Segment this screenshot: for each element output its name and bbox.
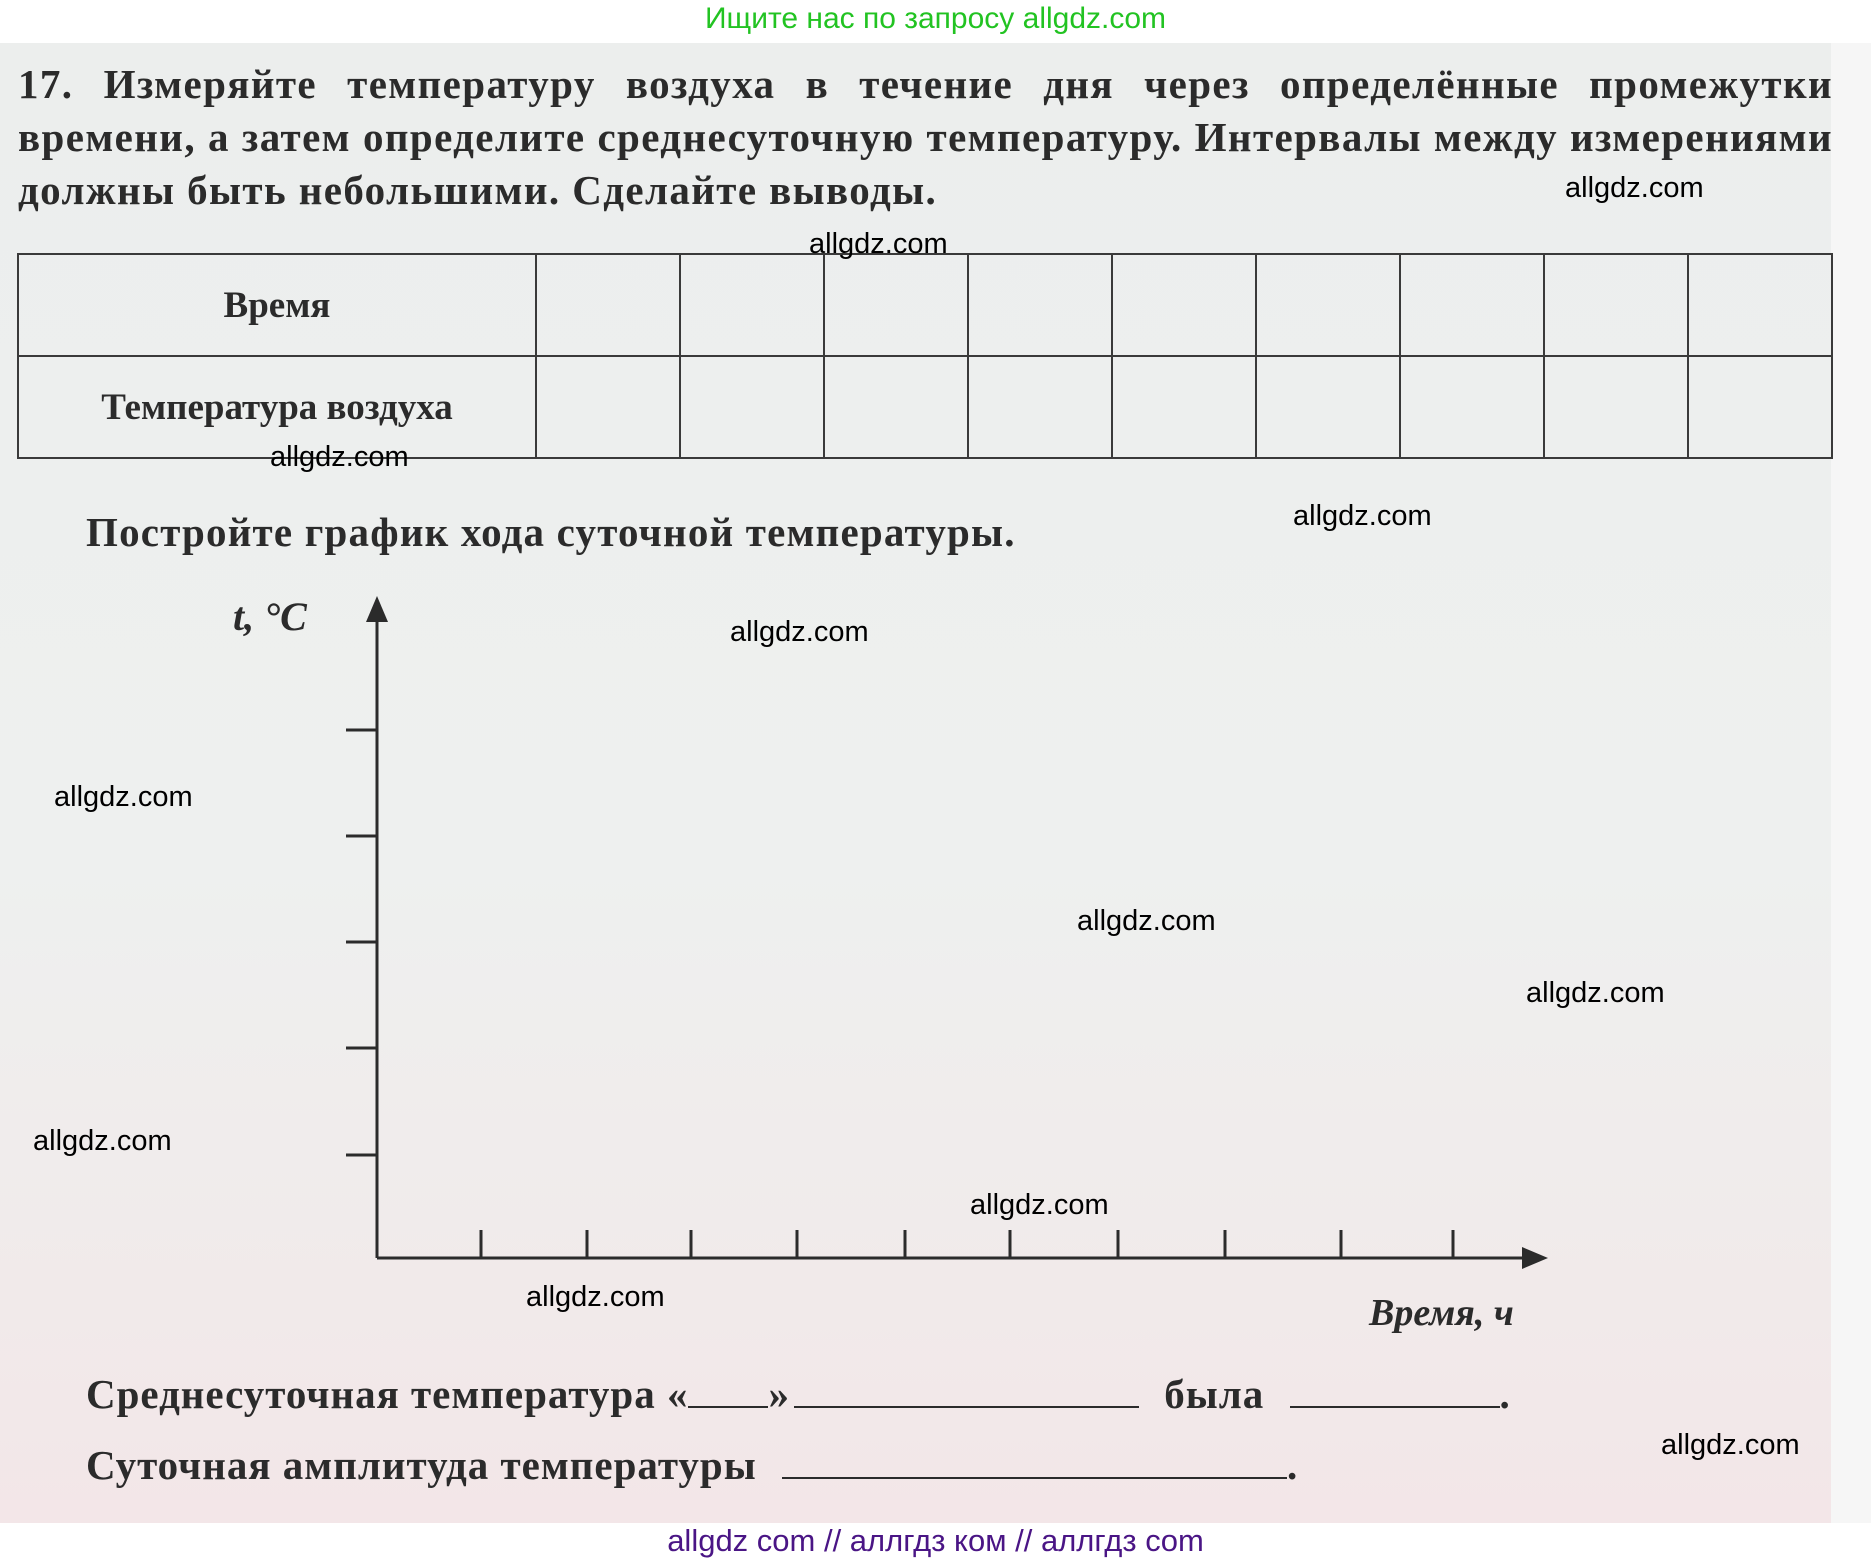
watermark: allgdz.com [526, 1281, 665, 1313]
watermark: allgdz.com [1565, 172, 1704, 204]
task-number: 17. [18, 61, 74, 107]
average-value-blank[interactable] [1290, 1376, 1500, 1408]
average-temperature-line [86, 1370, 1511, 1418]
avg-prefix: Среднесуточная температура « [86, 1371, 689, 1417]
amplitude-end: . [1286, 1442, 1299, 1488]
row-label-temperature: Температура воздуха [18, 356, 536, 458]
watermark: allgdz.com [54, 781, 193, 813]
promo-text: Ищите нас по запросу allgdz.com [704, 2, 1167, 35]
amplitude-blank[interactable] [782, 1447, 1287, 1479]
watermark: allgdz.com [33, 1125, 172, 1157]
bottom-banner [0, 1523, 1871, 1564]
x-axis-arrow-icon [1522, 1247, 1548, 1269]
watermark: allgdz.com [1526, 977, 1665, 1009]
watermark: allgdz.com [730, 616, 869, 648]
watermark: allgdz.com [1077, 905, 1216, 937]
task-body: Измеряйте температуру воздуха в течение дня через определённые промежутки времени, а затем определите среднесуточную температуру. Интервалы между измерениями должны быть небольшими. Сделайте выводы. [18, 61, 1833, 213]
amplitude-line [86, 1441, 1298, 1489]
y-axis-arrow-icon [366, 596, 388, 622]
footer-text: allgdz com // аллгдз ком // аллгдз com [667, 1523, 1204, 1558]
avg-mid: была [1164, 1371, 1265, 1417]
day-blank[interactable] [688, 1376, 768, 1408]
avg-quote-close: » [768, 1371, 790, 1417]
watermark: allgdz.com [1661, 1429, 1800, 1461]
watermark: allgdz.com [970, 1189, 1109, 1221]
watermark: allgdz.com [1293, 500, 1432, 532]
row-label-time: Время [18, 254, 536, 356]
watermark: allgdz.com [270, 441, 409, 473]
amplitude-label: Суточная амплитуда температуры [86, 1442, 757, 1488]
watermark: allgdz.com [809, 228, 948, 260]
avg-end: . [1499, 1371, 1511, 1417]
graph-instruction: Постройте график хода суточной температуры. [86, 509, 1016, 555]
x-axis-label: Время, ч [1369, 1292, 1514, 1334]
y-axis-label: t, °C [233, 594, 307, 639]
month-blank[interactable] [794, 1376, 1139, 1408]
